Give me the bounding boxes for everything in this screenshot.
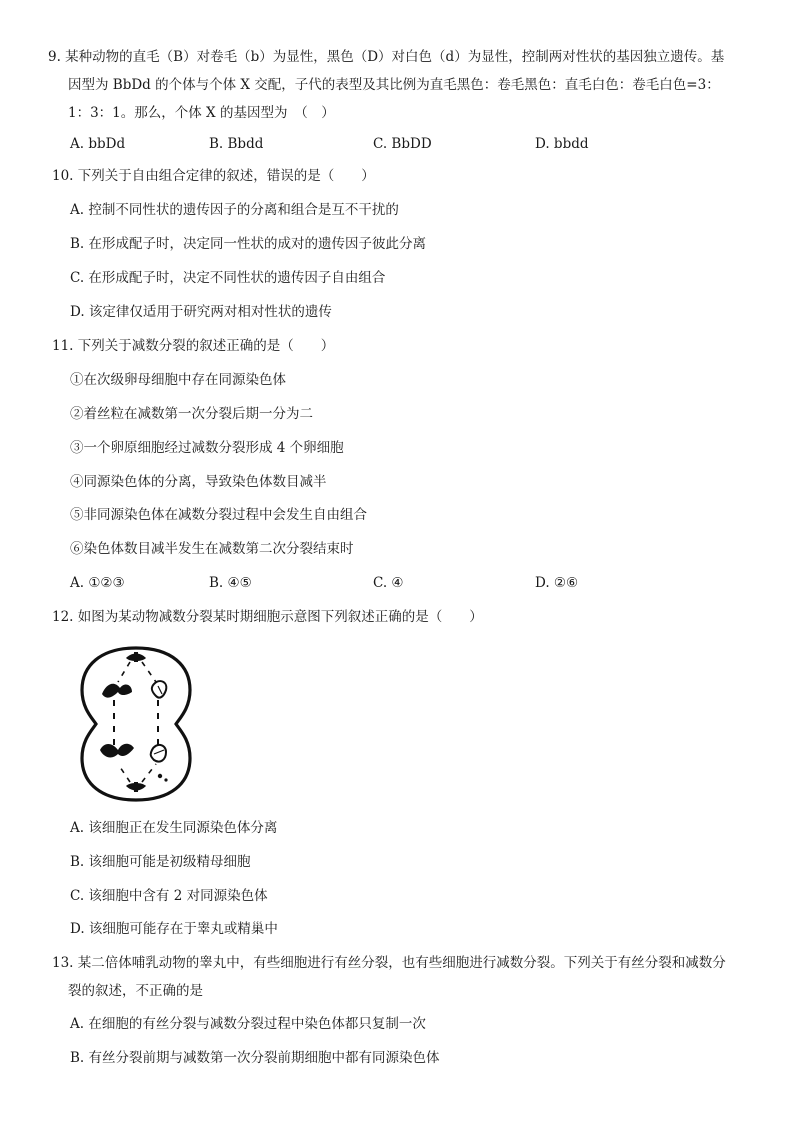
q9-option-b[interactable]: B. Bbdd [209,136,264,152]
cell-diagram [80,646,192,802]
q12-option-d[interactable]: D. 该细胞可能存在于睾丸或精巢中 [70,921,278,937]
q11-statement-4: ④同源染色体的分离，导致染色体数目减半 [70,474,327,490]
q11-statement-6: ⑥染色体数目减半发生在减数第二次分裂结束时 [70,541,354,557]
spindle-line-upper-left [118,662,130,682]
q11-statement-3: ③一个卵原细胞经过减数分裂形成 4 个卵细胞 [70,440,344,456]
q10-option-c[interactable]: C. 在形成配子时，决定不同性状的遗传因子自由组合 [70,270,386,286]
q11-option-a[interactable]: A. ①②③ [70,575,125,591]
q9-option-a[interactable]: A. bbDd [70,136,126,152]
cell-division-figure [80,646,192,802]
granule-2 [164,778,167,781]
q10-option-d[interactable]: D. 该定律仅适用于研究两对相对性状的遗传 [70,304,332,320]
q9-option-c[interactable]: C. BbDD [373,136,432,152]
chromosome-lower-right [151,745,166,762]
q10-option-b[interactable]: B. 在形成配子时，决定同一性状的成对的遗传因子彼此分离 [70,236,427,252]
q11-stem: 11. 下列关于减数分裂的叙述正确的是（ ） [52,338,335,354]
q11-statement-5: ⑤非同源染色体在减数分裂过程中会发生自由组合 [70,507,367,523]
q13-option-a[interactable]: A. 在细胞的有丝分裂与减数分裂过程中染色体都只复制一次 [70,1016,426,1032]
q11-option-c[interactable]: C. ④ [373,575,404,591]
q12-stem: 12. 如图为某动物减数分裂某时期细胞示意图下列叙述正确的是（ ） [52,609,483,625]
q11-statement-2: ②着丝粒在减数第一次分裂后期一分为二 [70,406,313,422]
chromosome-upper-left [102,684,132,698]
q10-stem: 10. 下列关于自由组合定律的叙述，错误的是（ ） [52,168,375,184]
q12-option-a[interactable]: A. 该细胞正在发生同源染色体分离 [70,820,278,836]
q13-stem-line-2: 裂的叙述，不正确的是 [68,983,203,999]
bottom-pole-stem [134,782,138,792]
q11-option-b[interactable]: B. ④⑤ [209,575,252,591]
spindle-line-upper-right [142,662,156,682]
q12-option-c[interactable]: C. 该细胞中含有 2 对同源染色体 [70,888,268,904]
q12-option-b[interactable]: B. 该细胞可能是初级精母细胞 [70,854,251,870]
q9-stem-line-3: 1：3：1。那么，个体 X 的基因型为 （ ） [68,105,335,121]
granule-1 [158,774,162,778]
q9-stem-line-1: 9. 某种动物的直毛（B）对卷毛（b）为显性，黑色（D）对白色（d）为显性，控制两对性状的基因独立遗传。基 [48,49,725,65]
chromosome-lower-left [100,744,134,758]
q13-option-b[interactable]: B. 有丝分裂前期与减数第一次分裂前期细胞中都有同源染色体 [70,1050,440,1066]
top-pole-stem [134,652,138,662]
q10-option-a[interactable]: A. 控制不同性状的遗传因子的分离和组合是互不干扰的 [70,202,399,218]
q9-stem-line-2: 因型为 BbDd 的个体与个体 X 交配，子代的表型及其比例为直毛黑色：卷毛黑色：直毛白色：卷毛白色=3： [68,77,720,93]
spindle-line-lower-right [142,764,156,782]
q9-option-d[interactable]: D. bbdd [535,136,589,152]
q11-option-d[interactable]: D. ②⑥ [535,575,579,591]
cell-membrane [82,648,190,800]
q13-stem-line-1: 13. 某二倍体哺乳动物的睾丸中，有些细胞进行有丝分裂，也有些细胞进行减数分裂。下列关于有丝分裂和减数分 [52,955,726,971]
spindle-line-lower-left [118,764,130,782]
q11-statement-1: ①在次级卵母细胞中存在同源染色体 [70,372,286,388]
